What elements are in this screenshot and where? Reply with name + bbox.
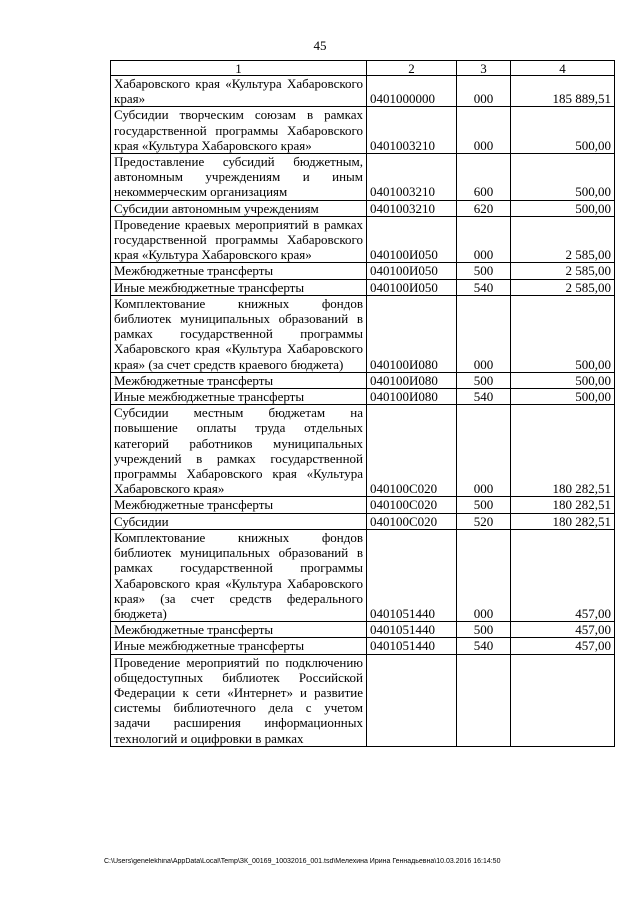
table-row [111,107,615,154]
row-code: 040100И050 [367,263,457,279]
row-name: Субсидии автономным учреждениям [111,200,367,216]
table-row [111,279,615,295]
row-name: Проведение краевых мероприятий в рамках государственной программы Хабаровского края «Культура Хабаровского края» [111,216,367,263]
table-row [111,295,615,372]
row-code: 0401003210 [367,154,457,201]
row-name: Межбюджетные трансферты [111,622,367,638]
row-name: Иные межбюджетные трансферты [111,389,367,405]
table-row [111,405,615,497]
row-name: Межбюджетные трансферты [111,497,367,513]
row-name: Субсидии творческим союзам в рамках государственной программы Хабаровского края «Культура Хабаровского края» [111,107,367,154]
row-name: Иные межбюджетные трансферты [111,279,367,295]
table-row [111,622,615,638]
row-amount: 457,00 [511,529,615,621]
row-amount: 500,00 [511,372,615,388]
row-code: 0401051440 [367,529,457,621]
row-amount: 457,00 [511,622,615,638]
table-row [111,513,615,529]
column-header-name: 1 [111,61,367,76]
row-type: 500 [457,622,511,638]
column-header-amount: 4 [511,61,615,76]
table-row [111,654,615,746]
row-type: 000 [457,107,511,154]
row-name: Проведение мероприятий по подключению общедоступных библиотек Российской Федерации к сети «Интернет» и развитие системы библиотечного дела с учетом задачи расширения информационных технологий и оцифровки в рамках [111,654,367,746]
row-code: 040100С020 [367,405,457,497]
row-name: Комплектование книжных фондов библиотек муниципальных образований в рамках государственной программы Хабаровского края «Культура Хабаровского края» (за счет средств краевого бюджета) [111,295,367,372]
row-code: 0401051440 [367,622,457,638]
table-row [111,263,615,279]
row-code: 040100С020 [367,497,457,513]
row-amount: 180 282,51 [511,513,615,529]
row-amount: 2 585,00 [511,216,615,263]
page-number: 45 [313,38,327,53]
row-type: 500 [457,372,511,388]
row-type: 620 [457,200,511,216]
row-type: 000 [457,76,511,107]
row-type: 500 [457,497,511,513]
row-amount: 500,00 [511,295,615,372]
row-code: 040100И080 [367,389,457,405]
row-name: Субсидии местным бюджетам на повышение оплаты труда отдельных категорий работников муниципальных учреждений в рамках государственной программы Хабаровского края «Культура Хабаровского края» [111,405,367,497]
row-code: 0401003210 [367,107,457,154]
row-code: 0401000000 [367,76,457,107]
row-code: 0401003210 [367,200,457,216]
row-amount: 2 585,00 [511,263,615,279]
row-type: 500 [457,263,511,279]
row-type: 520 [457,513,511,529]
row-amount: 500,00 [511,107,615,154]
row-amount: 500,00 [511,200,615,216]
row-name: Субсидии [111,513,367,529]
row-type: 000 [457,405,511,497]
row-type: 540 [457,389,511,405]
row-code: 040100И050 [367,279,457,295]
table-row [111,497,615,513]
table-row [111,216,615,263]
row-amount: 2 585,00 [511,279,615,295]
table-row [111,200,615,216]
row-type [457,654,511,746]
row-amount: 500,00 [511,389,615,405]
row-amount: 457,00 [511,638,615,654]
row-name: Межбюджетные трансферты [111,263,367,279]
table-row [111,529,615,621]
row-amount: 500,00 [511,154,615,201]
column-header-type: 3 [457,61,511,76]
row-amount: 180 282,51 [511,497,615,513]
row-amount: 185 889,51 [511,76,615,107]
row-code: 0401051440 [367,638,457,654]
table-header-row [111,61,615,76]
row-type: 600 [457,154,511,201]
table-row [111,638,615,654]
row-code: 040100И080 [367,372,457,388]
table-row [111,389,615,405]
row-type: 000 [457,295,511,372]
row-name: Комплектование книжных фондов библиотек муниципальных образований в рамках государственной программы Хабаровского края «Культура Хабаровского края» (за счет средств федерального бюджета) [111,529,367,621]
table-row [111,372,615,388]
row-amount [511,654,615,746]
row-amount: 180 282,51 [511,405,615,497]
row-code: 040100И050 [367,216,457,263]
row-type: 540 [457,638,511,654]
row-code: 040100С020 [367,513,457,529]
row-name: Предоставление субсидий бюджетным, автономным учреждениям и иным некоммерческим организациям [111,154,367,201]
row-name: Иные межбюджетные трансферты [111,638,367,654]
row-name: Межбюджетные трансферты [111,372,367,388]
file-path-footer: C:\Users\genelekhina\AppData\Local\Temp\ЗК_00169_10032016_001.tsd\Мелехина Ирина Геннадьевна\10.03.2016 16:14:50 [104,858,501,865]
budget-table [110,60,615,747]
row-code: 040100И080 [367,295,457,372]
row-type: 000 [457,216,511,263]
table-row [111,76,615,107]
table-row [111,154,615,201]
row-code [367,654,457,746]
row-type: 540 [457,279,511,295]
row-name: Хабаровского края «Культура Хабаровского края» [111,76,367,107]
row-type: 000 [457,529,511,621]
column-header-code: 2 [367,61,457,76]
